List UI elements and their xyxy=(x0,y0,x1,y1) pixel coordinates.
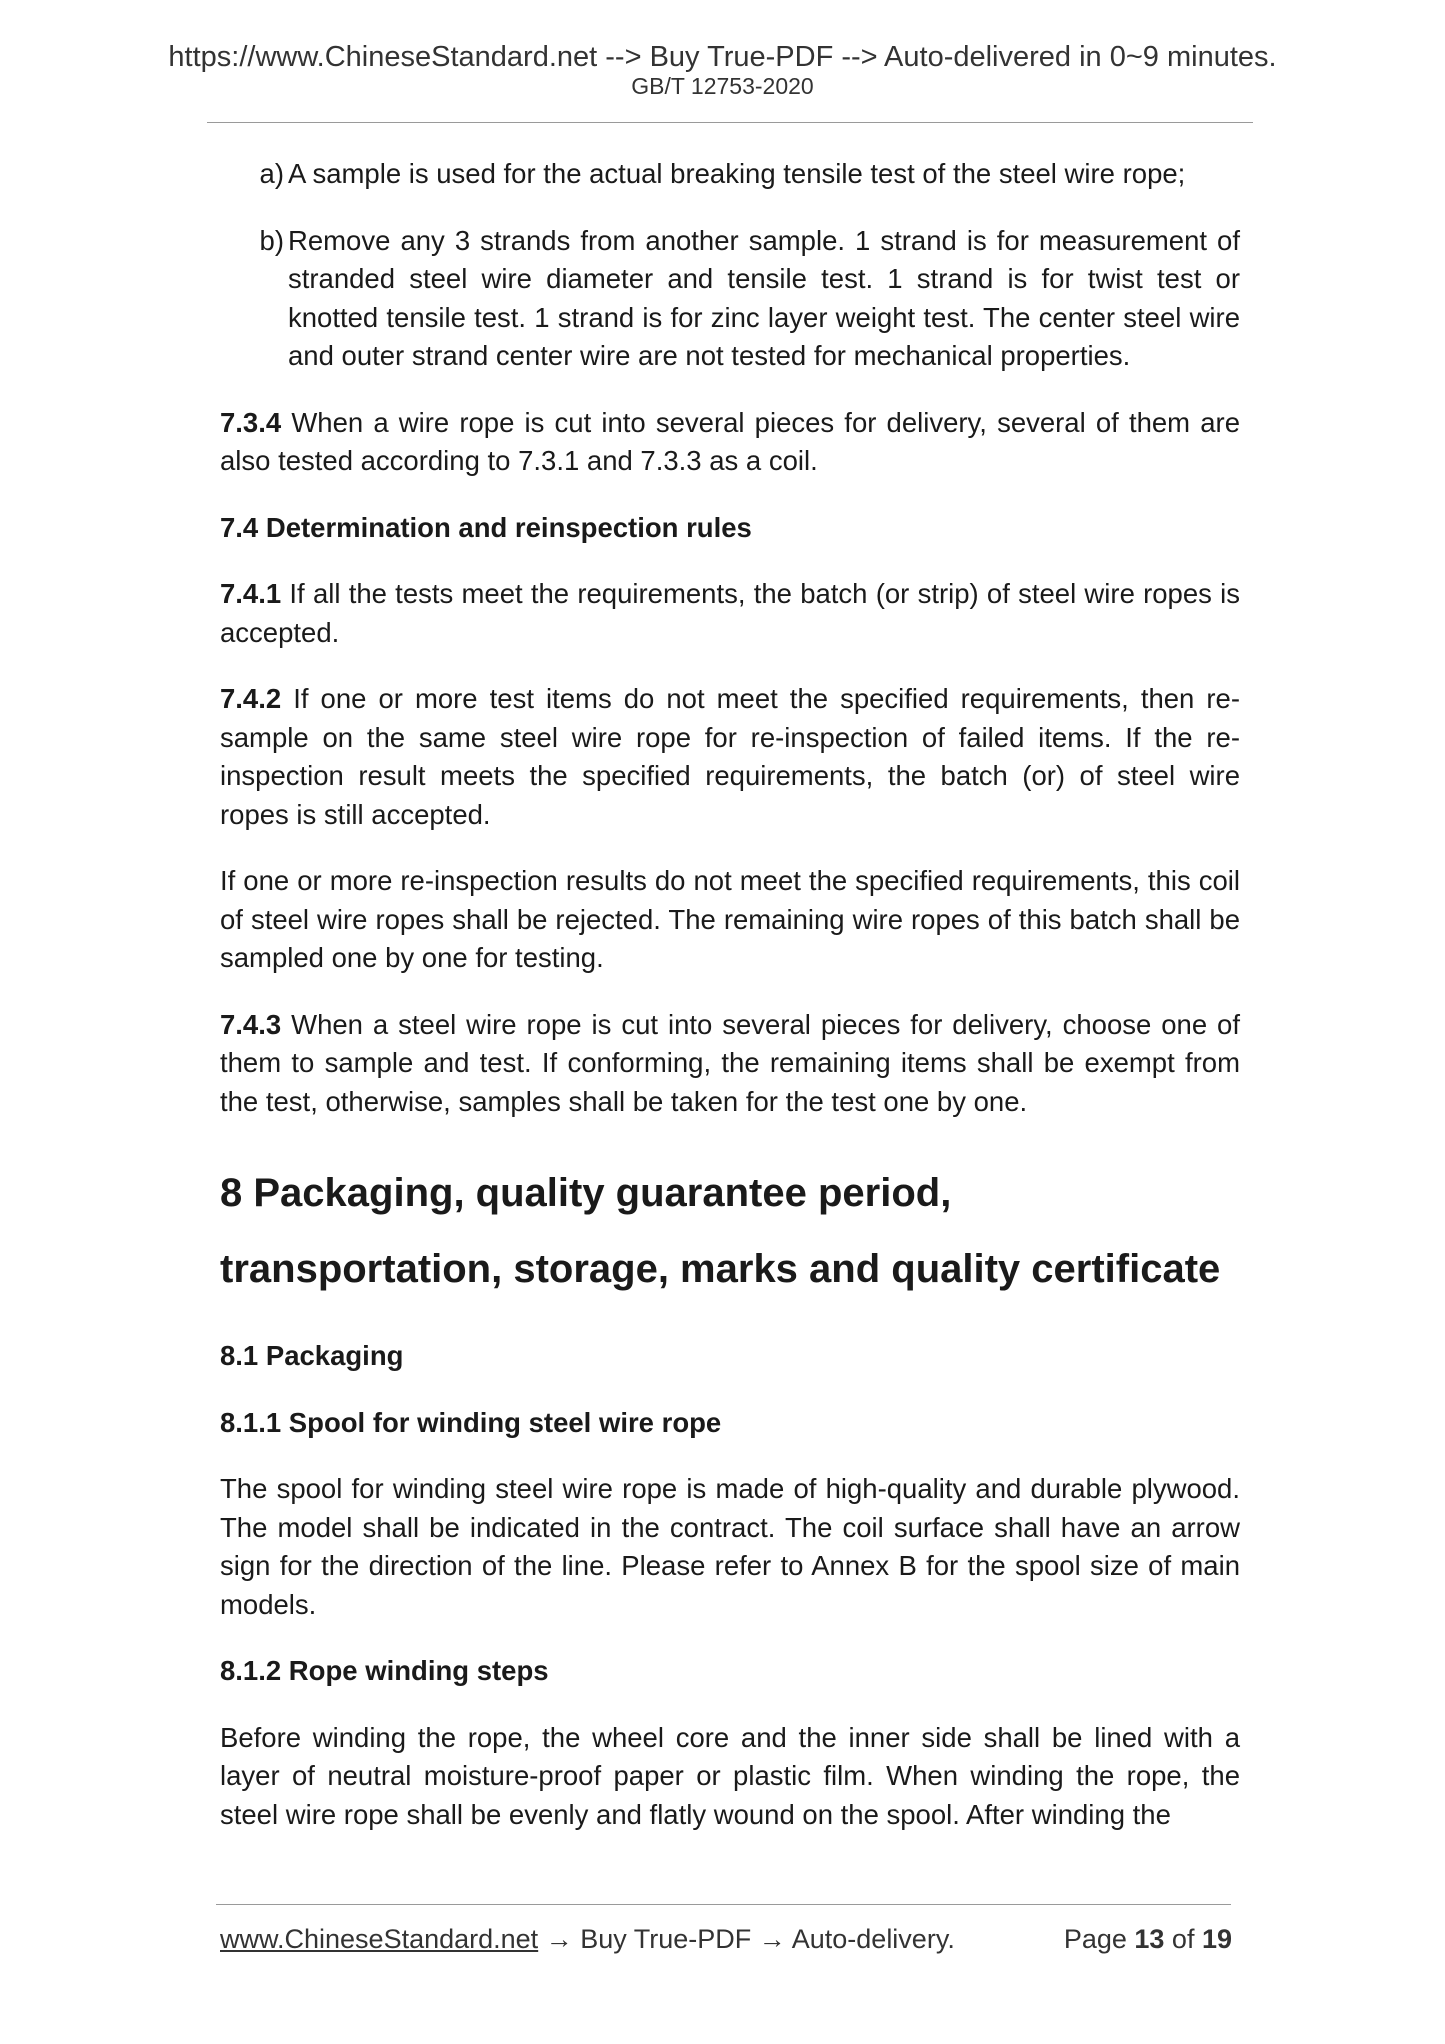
clause-7-3-4 xyxy=(220,404,1240,481)
clause-text: If one or more test items do not meet the specified requirements, then re-sample on the same steel wire rope for re-inspection of failed items. If the re-inspection result meets the specified requirements, the batch (or) of steel wire ropes is still accepted. xyxy=(220,683,1240,830)
clause-7-4-2 xyxy=(220,680,1240,834)
paragraph-8-1-2: Before winding the rope, the wheel core and the inner side shall be lined with a layer of neutral moisture-proof paper or plastic film. When winding the rope, the steel wire rope shall be evenly and flatly wound on the spool. After winding the xyxy=(220,1721,1240,1830)
total-pages: 19 xyxy=(1201,1924,1232,1954)
footer-trail: → Buy True-PDF → Auto-delivery. xyxy=(538,1924,955,1954)
clause-7-4-1 xyxy=(220,575,1240,652)
list-item-b xyxy=(220,222,1240,376)
paragraph-8-1-1: The spool for winding steel wire rope is made of high-quality and durable plywood. The model shall be indicated in the contract. The coil surface shall have an arrow sign for the direction of the line. Please refer to Annex B for the spool size of main models. xyxy=(220,1473,1240,1620)
footer-link[interactable]: www.ChineseStandard.net xyxy=(220,1924,539,1954)
clause-number: 7.3.4 xyxy=(220,406,282,438)
of-word: of xyxy=(1164,1924,1202,1954)
clause-text: When a steel wire rope is cut into several pieces for delivery, choose one of them to sample and test. If conforming, the remaining items shall be exempt from the test, otherwise, samples shall be taken for the test one by one. xyxy=(220,1008,1240,1117)
footer-left xyxy=(220,1922,955,1956)
list-text: Remove any 3 strands from another sample. 1 strand is for measurement of stranded steel wire diameter and tensile test. 1 strand is for twist test or knotted tensile test. 1 strand is for zinc layer weight test. The center steel wire and outer strand center wire are not tested for mechanical properties. xyxy=(288,224,1240,371)
heading-8-1: 8.1 Packaging xyxy=(220,1340,404,1371)
standard-code: GB/T 12753-2020 xyxy=(631,73,814,99)
clause-7-4-3 xyxy=(220,1006,1240,1122)
page-number xyxy=(1064,1922,1232,1956)
list-item-a xyxy=(220,155,1240,194)
heading-7-4: 7.4 Determination and reinspection rules xyxy=(220,511,752,543)
current-page: 13 xyxy=(1134,1924,1165,1954)
heading-8-1-1: 8.1.1 Spool for winding steel wire rope xyxy=(220,1406,722,1438)
paragraph-reinspection: If one or more re-inspection results do not meet the specified requirements, this coil of steel wire ropes shall be rejected. The remaining wire ropes of this batch shall be sampled one by one for testing. xyxy=(220,865,1240,973)
clause-number: 7.4.3 xyxy=(220,1008,282,1040)
heading-8: 8 Packaging, quality guarantee period, transportation, storage, marks and quality certificate xyxy=(220,1171,1221,1291)
clause-text: If all the tests meet the requirements, the batch (or strip) of steel wire ropes is accepted. xyxy=(220,578,1240,648)
clause-text: When a wire rope is cut into several pieces for delivery, several of them are also tested according to 7.3.1 and 7.3.3 as a coil. xyxy=(220,406,1240,476)
clause-number: 7.4.2 xyxy=(220,683,282,714)
footer-divider xyxy=(216,1904,1231,1905)
heading-8-1-2: 8.1.2 Rope winding steps xyxy=(220,1655,549,1686)
list-label: b) xyxy=(259,224,284,256)
header-divider xyxy=(207,122,1253,123)
document-body xyxy=(220,155,1240,1862)
page-word: Page xyxy=(1063,1924,1135,1954)
site-banner: https://www.ChineseStandard.net --> Buy True-PDF --> Auto-delivered in 0~9 minutes. xyxy=(168,41,1277,73)
list-label: a) xyxy=(259,158,284,189)
clause-number: 7.4.1 xyxy=(220,578,282,609)
list-text: A sample is used for the actual breaking tensile test of the steel wire rope; xyxy=(288,158,1186,189)
